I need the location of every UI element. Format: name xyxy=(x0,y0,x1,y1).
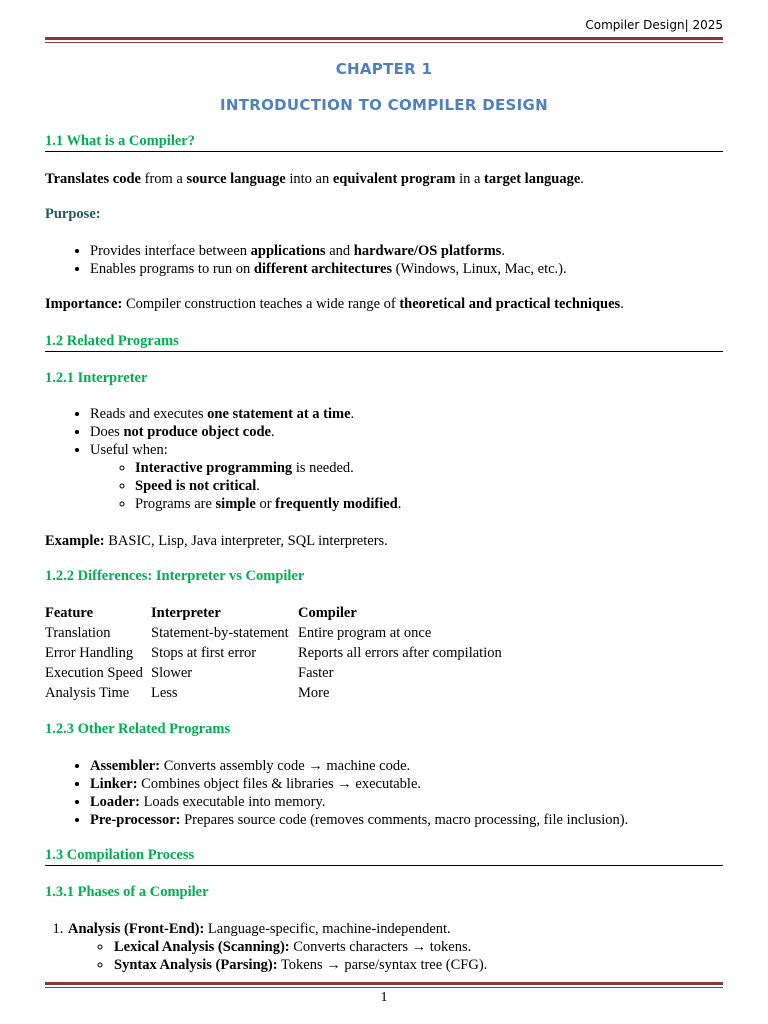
table-cell: Less xyxy=(151,685,178,701)
page-number: 1 xyxy=(380,990,388,1005)
compiler-definition: Translates code from a source language into an equivalent program in a target language. xyxy=(45,171,584,187)
table-row xyxy=(45,623,502,643)
header-rule xyxy=(45,37,723,43)
table-cell: More xyxy=(298,685,330,701)
section-1-2-heading: 1.2 Related Programs xyxy=(45,333,723,352)
footer-rule xyxy=(45,982,723,988)
running-header: Compiler Design| 2025 xyxy=(585,18,723,32)
comparison-table xyxy=(45,603,502,703)
list-item: • Useful when: ◦ Interactive programming is needed. ◦ Speed is not critical. ◦ Programs are simple or frequently modified. xyxy=(90,441,768,513)
list-item: • Linker: Combines object files & libraries → executable. xyxy=(90,775,768,793)
section-1-1-heading: 1.1 What is a Compiler? xyxy=(45,133,723,152)
list-item: • Does not produce object code. xyxy=(90,423,768,441)
related-programs-list xyxy=(45,757,768,829)
importance-paragraph: Importance: Compiler construction teaches a wide range of theoretical and practical techniques. xyxy=(45,296,624,312)
list-item: 1. Analysis (Front-End): Language-specific, machine-independent. ◦ Lexical Analysis (Scanning): Converts characters → tokens. ◦ Syntax Analysis (Parsing): Tokens → parse/syntax tree (CFG). xyxy=(67,920,723,974)
purpose-label: Purpose: xyxy=(45,206,101,222)
list-item: • Loader: Loads executable into memory. xyxy=(90,793,768,811)
table-cell: Slower xyxy=(151,665,193,681)
table-cell: Stops at first error xyxy=(151,645,257,661)
section-1-3-1-heading: 1.3.1 Phases of a Compiler xyxy=(45,884,209,900)
analysis-sub-list xyxy=(68,938,723,974)
table-header-row xyxy=(45,603,502,623)
table-cell: Faster xyxy=(298,665,334,681)
interpreter-list xyxy=(45,405,768,513)
section-1-2-3-heading: 1.2.3 Other Related Programs xyxy=(45,721,231,737)
table-cell: Entire program at once xyxy=(298,625,432,641)
section-1-2-2-heading: 1.2.2 Differences: Interpreter vs Compiler xyxy=(45,568,305,584)
section-1-3-heading: 1.3 Compilation Process xyxy=(45,847,723,866)
section-1-2-1-heading: 1.2.1 Interpreter xyxy=(45,370,148,386)
interpreter-example: Example: BASIC, Lisp, Java interpreter, SQL interpreters. xyxy=(45,533,388,549)
column-header: Interpreter xyxy=(151,605,221,621)
list-item: • Pre-processor: Prepares source code (removes comments, macro processing, file inclusion). xyxy=(90,811,768,829)
phases-list xyxy=(45,920,723,974)
list-item: ◦ Syntax Analysis (Parsing): Tokens → parse/syntax tree (CFG). xyxy=(113,956,723,974)
table-row xyxy=(45,683,502,703)
list-item: • Assembler: Converts assembly code → machine code. xyxy=(90,757,768,775)
table-row xyxy=(45,663,502,683)
table-cell: Analysis Time xyxy=(45,685,130,701)
table-cell: Reports all errors after compilation xyxy=(298,645,502,661)
list-item: ◦ Speed is not critical. xyxy=(135,477,768,495)
list-item: • Enables programs to run on different architectures (Windows, Linux, Mac, etc.). xyxy=(90,260,768,278)
list-item: • Provides interface between applications and hardware/OS platforms. xyxy=(90,242,768,260)
table-cell: Error Handling xyxy=(45,645,134,661)
table-cell: Translation xyxy=(45,625,111,641)
useful-when-list xyxy=(90,459,768,513)
chapter-label: CHAPTER 1 xyxy=(335,60,433,78)
list-item: ◦ Lexical Analysis (Scanning): Converts characters → tokens. xyxy=(113,938,723,956)
table-cell: Execution Speed xyxy=(45,665,143,681)
purpose-list xyxy=(45,242,768,278)
table-cell: Statement-by-statement xyxy=(151,625,289,641)
table-row xyxy=(45,643,502,663)
chapter-title: INTRODUCTION TO COMPILER DESIGN xyxy=(220,96,548,114)
column-header: Feature xyxy=(45,605,94,621)
list-item: ◦ Programs are simple or frequently modified. xyxy=(135,495,768,513)
list-item: • Reads and executes one statement at a time. xyxy=(90,405,768,423)
column-header: Compiler xyxy=(298,605,357,621)
list-item: ◦ Interactive programming is needed. xyxy=(135,459,768,477)
